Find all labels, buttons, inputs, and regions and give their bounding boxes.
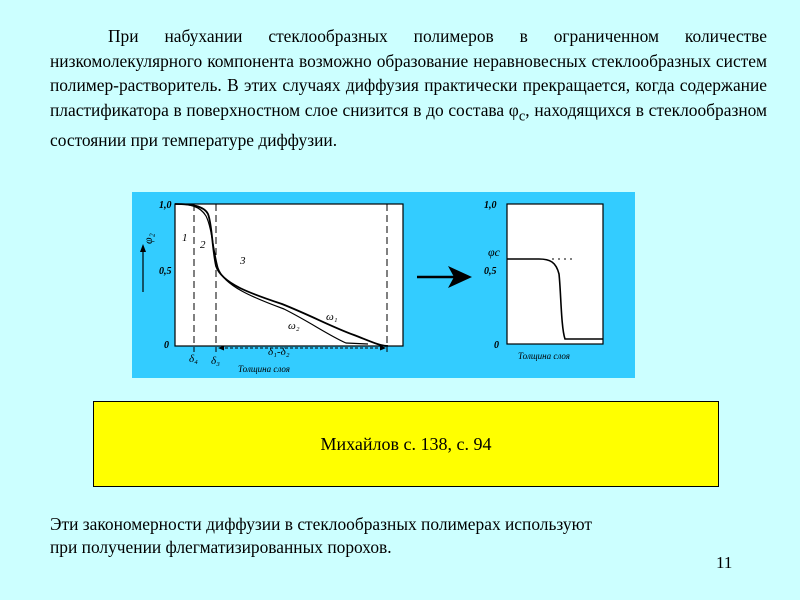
right-y-tick-mid: 0,5 [484, 266, 497, 277]
left-x-axis-label: Толщина слоя [238, 364, 290, 374]
interval-label: δ₁-δ₂ [268, 346, 290, 358]
left-y-tick-mid: 0,5 [159, 266, 172, 277]
left-y-tick-zero: 0 [164, 340, 169, 351]
page-number: 11 [716, 553, 733, 572]
region-2-label: 2 [200, 239, 206, 251]
paragraph-text: При набухании стеклообразных полимеров в ограниченном количестве низкомолекулярного компонента возможно образование неравновесных стеклообразных систем полимер-растворитель. В этих случаях диффузия практически прекращается, когда содержание пластификатора в поверхностном слое снизится в до состава φ [50, 26, 767, 120]
paragraph-subscript: c [518, 107, 526, 124]
right-y-tick-zero: 0 [494, 340, 499, 351]
note-line-2: при получении флегматизированных порохов. [50, 537, 392, 557]
reference-box [93, 401, 719, 487]
figure-svg [132, 192, 635, 378]
curve-omega-2-label: ω₂ [288, 320, 300, 332]
marker-d3-label: δ₃ [211, 355, 220, 367]
curve-omega-1-label: ω₁ [326, 311, 338, 323]
paragraph-text-end: , находящихся в стеклообразном состоянии при температуре диффузии. [50, 99, 767, 151]
right-x-axis-label: Толщина слоя [518, 351, 570, 361]
right-y-tick-top: 1,0 [484, 200, 497, 211]
reference-text: Михайлов с. 138, с. 94 [320, 433, 492, 454]
diffusion-figure [132, 192, 635, 378]
body-paragraph [50, 24, 767, 153]
left-y-axis-arrowhead [140, 244, 146, 252]
region-3-label: 3 [240, 255, 246, 267]
right-plot-frame [507, 204, 603, 344]
note-paragraph [50, 513, 690, 559]
left-y-axis-label: φ₂ [141, 233, 155, 244]
right-y-axis-label: φc [488, 245, 500, 259]
note-line-1: Эти закономерности диффузии в стеклообразных полимерах используют [50, 514, 592, 534]
left-y-tick-top: 1,0 [159, 200, 172, 211]
region-1-label: 1 [182, 232, 188, 244]
marker-d4-label: δ₄ [189, 353, 198, 365]
